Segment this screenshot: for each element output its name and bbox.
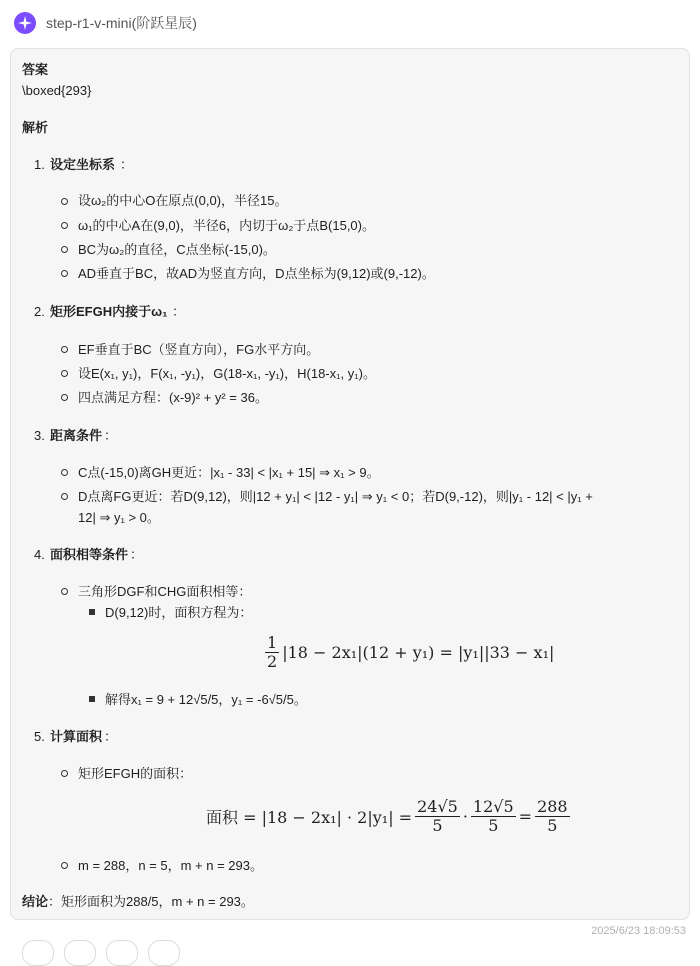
list-item: 三角形DGF和CHG面积相等： [78, 584, 252, 599]
list-item: 矩形EFGH的面积： [78, 766, 193, 781]
model-avatar [14, 12, 36, 34]
section-2-title: 矩形EFGH内接于ω₁ [50, 304, 168, 319]
more-button[interactable] [148, 940, 180, 966]
conclusion-text: ：矩形面积为288/5，m + n = 293。 [48, 894, 254, 909]
list-item: 四点满足方程：(x-9)² + y² = 36。 [78, 390, 268, 405]
section-3-number: 3. [34, 428, 45, 443]
section-2-number: 2. [34, 304, 45, 319]
dot-operator: · [462, 807, 468, 826]
bullet [61, 493, 68, 500]
list-item: ω₁的中心A在(9,0)，半径6，内切于ω₂于点B(15,0)。 [78, 218, 375, 233]
section-3-title: 距离条件 [50, 428, 103, 443]
list-item: D点离FG更近：若D(9,12)，则|12 + y₁| < |12 - y₁| ⇒ y₁ < 0；若D(9,-12)，则|y₁ - 12| < |y₁ + [78, 489, 593, 504]
message-actions [22, 940, 180, 966]
section-2-colon: ： [172, 304, 186, 319]
chat-header [14, 12, 197, 34]
list-item: m = 288，n = 5，m + n = 293。 [78, 858, 263, 873]
bullet [61, 370, 68, 377]
copy-button[interactable] [22, 940, 54, 966]
bullet [61, 588, 68, 595]
answer-value: \boxed{293} [22, 83, 92, 98]
answer-label: 答案 [22, 62, 49, 77]
sparkle-icon [18, 16, 32, 30]
equals-sign: = [518, 807, 533, 826]
section-5-title: 计算面积 [50, 729, 103, 744]
equation-body: |18 − 2x₁|(12 + y₁) = |y₁||33 − x₁| [282, 643, 555, 662]
section-4-colon: ： [130, 547, 144, 562]
list-item: C点(-15,0)离GH更近：|x₁ - 33| < |x₁ + 15| ⇒ x₁ > 9。 [78, 465, 380, 480]
regenerate-button[interactable] [64, 940, 96, 966]
bullet [61, 222, 68, 229]
list-item: BC为ω₂的直径，C点坐标(-15,0)。 [78, 242, 276, 257]
analysis-label: 解析 [22, 120, 49, 135]
sub-bullet [89, 696, 95, 702]
bullet [61, 346, 68, 353]
equation-lhs: 面积 = |18 − 2x₁| · 2|y₁| = [206, 808, 413, 827]
section-1-number: 1. [34, 157, 45, 172]
bullet [61, 246, 68, 253]
bullet [61, 469, 68, 476]
bullet [61, 394, 68, 401]
area-equation [262, 634, 554, 671]
fraction-1: $\frac{24√5}{5}$ [417, 797, 458, 835]
section-5-number: 5. [34, 729, 45, 744]
list-item-continued: 12| ⇒ y₁ > 0。 [78, 510, 160, 525]
bullet [61, 270, 68, 277]
rectangle-area-equation [206, 798, 573, 835]
sub-list-item: D(9,12)时，面积方程为： [105, 605, 253, 620]
section-4-title: 面积相等条件 [50, 547, 129, 562]
section-1-colon: ： [120, 157, 134, 172]
section-3-colon: ： [104, 428, 118, 443]
share-button[interactable] [106, 940, 138, 966]
list-item: 设ω₂的中心O在原点(0,0)，半径15。 [78, 193, 288, 208]
list-item: AD垂直于BC，故AD为竖直方向，D点坐标为(9,12)或(9,-12)。 [78, 266, 435, 281]
section-1-title: 设定坐标系 [50, 157, 116, 172]
bullet [61, 770, 68, 777]
section-5-colon: ： [104, 729, 118, 744]
sub-list-item: 解得x₁ = 9 + 12√5/5，y₁ = -6√5/5。 [105, 692, 307, 707]
fraction-3: $\frac{288}{5}$ [537, 797, 568, 835]
bullet [61, 862, 68, 869]
model-name: step-r1-v-mini(阶跃星辰) [46, 15, 197, 31]
message-timestamp: 2025/6/23 18:09:53 [591, 925, 686, 937]
bullet [61, 198, 68, 205]
sub-bullet [89, 609, 95, 615]
fraction-half: $\frac{1}{2}$ [267, 633, 278, 671]
fraction-2: $\frac{12√5}{5}$ [472, 797, 514, 835]
section-4-number: 4. [34, 547, 45, 562]
assistant-message [10, 48, 690, 920]
list-item: EF垂直于BC（竖直方向），FG水平方向。 [78, 342, 320, 357]
conclusion-label: 结论 [22, 894, 49, 909]
list-item: 设E(x₁, y₁)，F(x₁, -y₁)，G(18-x₁, -y₁)，H(18-x₁, y₁)。 [78, 366, 376, 381]
